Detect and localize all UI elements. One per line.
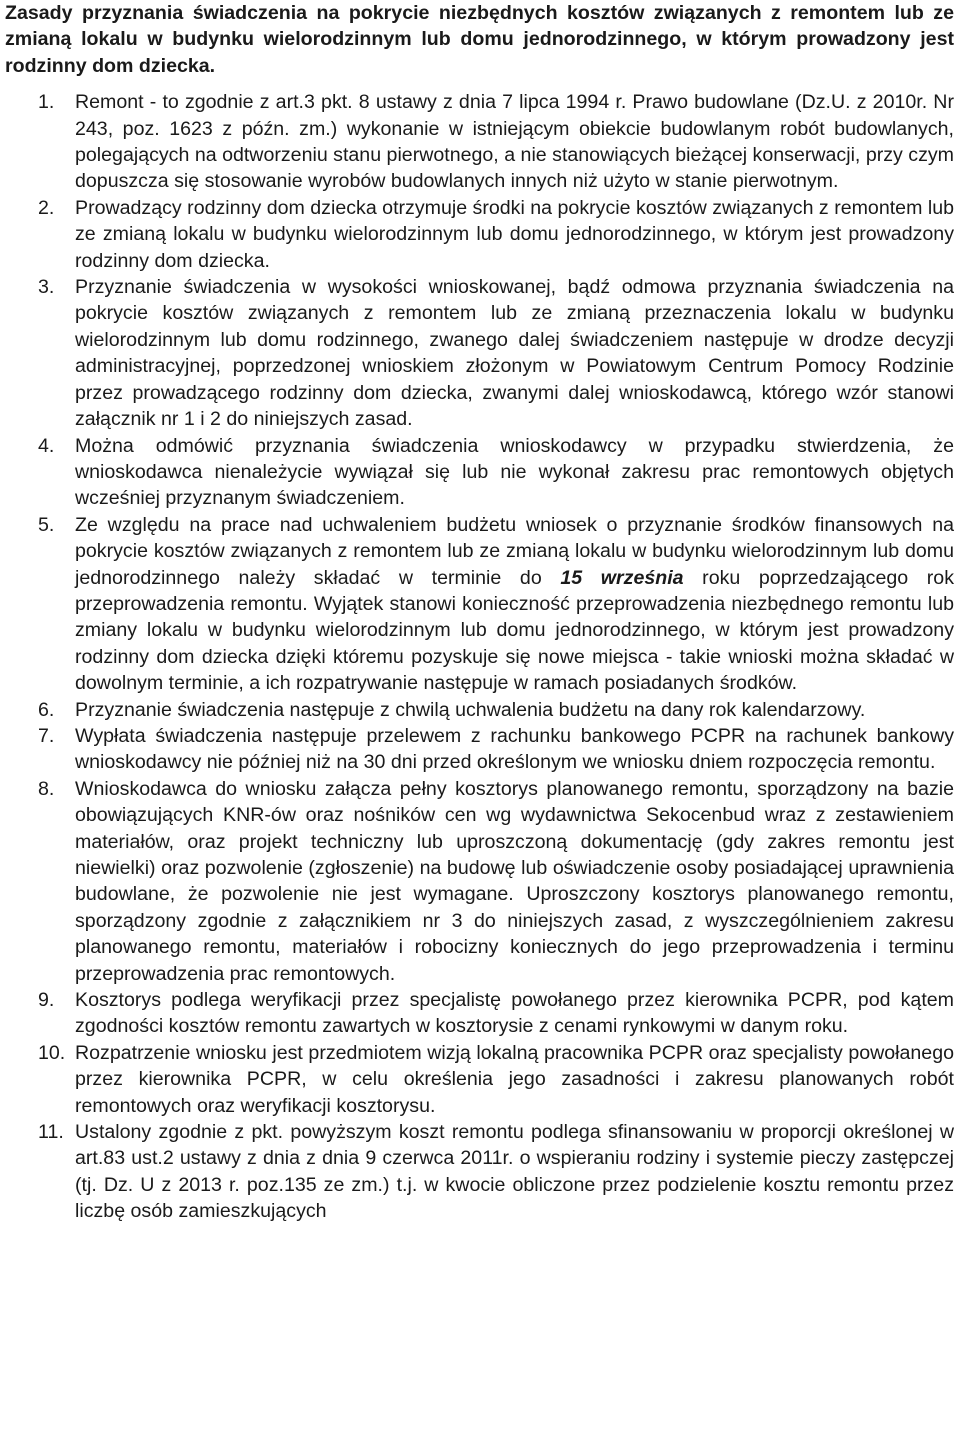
item-text: Kosztorys podlega weryfikacji przez specjalistę powołanego przez kierownika PCPR, pod kątem zgodności kosztów remontu zawartych w kosztorysie z cenami rynkowymi w danym roku. — [75, 989, 954, 1038]
item-number: 8. — [38, 777, 55, 800]
list-item — [5, 1040, 954, 1119]
item-text: Ustalony zgodnie z pkt. powyższym koszt remontu podlega sfinansowaniu w proporcji określonej w art.83 ust.2 ustawy z dnia z dnia 9 czerwca 2011r. o wspieraniu rodziny i systemie pieczy zastępczej (tj. Dz. U z 2013 r. poz.135 ze zm.) t.j. w kwocie obliczone przez podzielenie kosztu remontu przez liczbę osób zamieszkujących — [75, 1121, 954, 1223]
item-text: Remont - to zgodnie z art.3 pkt. 8 ustawy z dnia 7 lipca 1994 r. Prawo budowlane (Dz.U. z 2010r. Nr 243, poz. 1623 z późn. zm.) wykonanie w istniejącym obiekcie budowlanym robót budowlanych, polegających na odtworzeniu stanu pierwotnego, a nie stanowiących bieżącej konserwacji, przy czym dopuszcza się stosowanie wyrobów budowlanych innych niż użyto w stanie pierwotnym. — [75, 91, 954, 193]
list-item — [5, 987, 954, 1040]
item-text: Można odmówić przyznania świadczenia wnioskodawcy w przypadku stwierdzenia, że wnioskodawca nienależycie wywiązał się lub nie wykonał zakresu prac remontowych objętych wcześniej przyznanym świadczeniem. — [75, 434, 954, 510]
item-text-before: Ze względu na prace nad uchwaleniem budżetu wniosek o przyznanie środków finansowych na pokrycie kosztów związanych z remontem lub ze zmianą lokalu w budynku wielorodzinnym lub domu jednorodzinnego należy składać w terminie do — [75, 513, 954, 589]
item-number: 6. — [38, 698, 55, 721]
item-text-after: roku poprzedzającego rok przeprowadzenia remontu. Wyjątek stanowi konieczność przeprowadzenia niezbędnego remontu lub zmiany lokalu w budynku wielorodzinnym lub domu jednorodzinnego, w którym jest prowadzony rodzinny dom dziecka dzięki któremu pozyskuje się nowe miejsca - takie wnioski można składać w dowolnym terminie, a ich rozpatrywanie następuje w ramach posiadanych środków. — [75, 566, 954, 695]
item-number: 9. — [38, 989, 55, 1012]
item-number: 11. — [38, 1121, 64, 1144]
list-item — [5, 776, 954, 987]
item-text: Prowadzący rodzinny dom dziecka otrzymuje środki na pokrycie kosztów związanych z remontem lub ze zmianą lokalu w budynku wielorodzinnym lub domu jednorodzinnego, w którym jest prowadzony rodzinny dom dziecka. — [75, 196, 954, 272]
item-text: Rozpatrzenie wniosku jest przedmiotem wizją lokalną pracownika PCPR oraz specjalisty powołanego przez kierownika PCPR, w celu określenia jego zasadności i zakresu planowanych robót remontowych oraz weryfikacji kosztorysu. — [75, 1041, 954, 1117]
item-number: 7. — [38, 724, 55, 747]
list-item — [5, 89, 954, 195]
item-text: Przyznanie świadczenia następuje z chwilą uchwalenia budżetu na dany rok kalendarzowy. — [75, 698, 866, 721]
item-number: 4. — [38, 434, 55, 457]
item-text: Wnioskodawca do wniosku załącza pełny kosztorys planowanego remontu, sporządzony na bazie obowiązujących KNR-ów oraz nośników cen wg wydawnictwa Sekocenbud wraz z zestawieniem materiałów, oraz projekt techniczny lub uproszczoną dokumentację (gdy zakres remontu jest niewielki) oraz pozwolenie (zgłoszenie) na budowę lub oświadczenie osoby posiadającej uprawnienia budowlane, że pozwolenie nie jest wymagane. Uproszczony kosztorys planowanego remontu, sporządzony zgodnie z załącznikiem nr 3 do niniejszych zasad, z wyszczególnieniem zakresu planowanego remontu, materiałów i robocizny koniecznych do jego przeprowadzenia i terminu przeprowadzenia prac remontowych. — [75, 777, 954, 985]
item-number: 5. — [38, 513, 55, 536]
list-item — [5, 433, 954, 512]
list-item — [5, 723, 954, 776]
list-item — [5, 512, 954, 697]
list-item — [5, 274, 954, 432]
item-text: Przyznanie świadczenia w wysokości wnioskowanej, bądź odmowa przyznania świadczenia na pokrycie kosztów związanych z remontem lub ze zmianą przeznaczenia lokalu w budynku wielorodzinnym lub domu rodzinnego, zwanego dalej świadczeniem następuje w drodze decyzji administracyjnej, poprzedzonej wnioskiem złożonym w Powiatowym Centrum Pomocy Rodzinie przez prowadzącego rodzinny dom dziecka, zwanymi dalej wnioskodawcą, którego wzór stanowi załącznik nr 1 i 2 do niniejszych zasad. — [75, 276, 954, 431]
list-item — [5, 195, 954, 274]
item-number: 1. — [38, 91, 55, 114]
item-number: 2. — [38, 196, 55, 219]
item-number: 3. — [38, 276, 55, 299]
item-number: 10. — [38, 1041, 66, 1064]
document-title: Zasady przyznania świadczenia na pokrycie niezbędnych kosztów związanych z remontem lub ze zmianą lokalu w budynku wielorodzinnym lub domu jednorodzinnego, w którym prowadzony jest rodzinny dom dziecka. — [5, 2, 954, 77]
list-item — [5, 1119, 954, 1225]
list-item — [5, 697, 954, 723]
rules-list — [5, 89, 954, 1224]
item-text: Wypłata świadczenia następuje przelewem z rachunku bankowego PCPR na rachunek bankowy wnioskodawcy nie później niż na 30 dni przed określonym we wniosku dniem rozpoczęcia remontu. — [75, 724, 954, 774]
deadline-emphasis: 15 września — [560, 566, 684, 589]
